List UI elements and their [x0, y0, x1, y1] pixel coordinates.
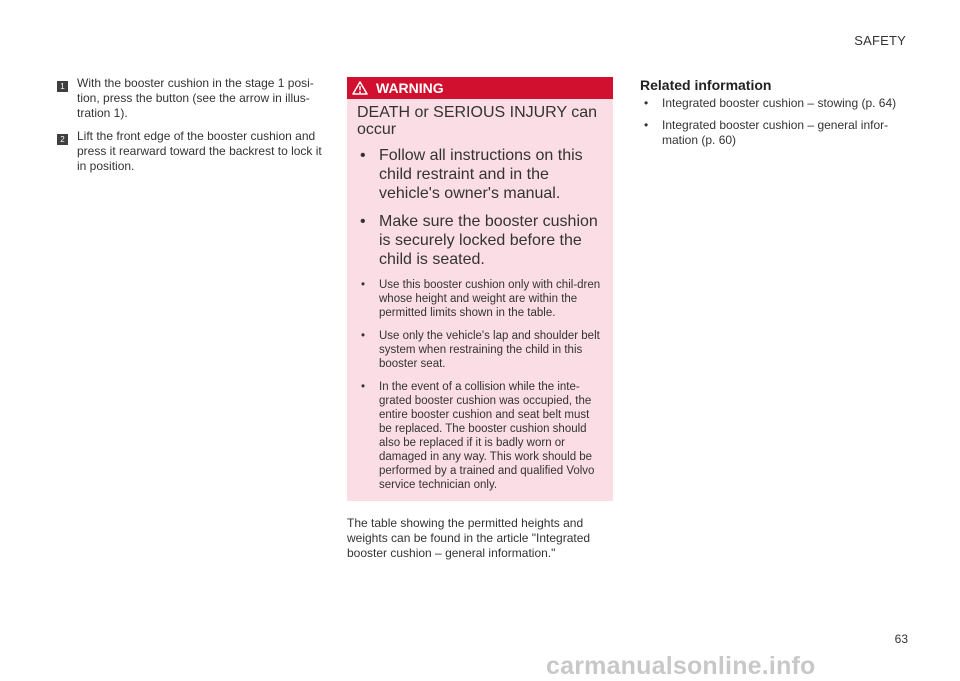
- warning-major-item: [357, 146, 603, 203]
- related-link-text[interactable]: Integrated booster cushion – general infor-mation (p. 60): [662, 118, 889, 147]
- watermark: carmanualsonline.info: [546, 652, 816, 680]
- bullet: •: [361, 381, 366, 393]
- bullet: •: [360, 213, 366, 230]
- warning-lead: DEATH or SERIOUS INJURY can occur: [357, 104, 598, 138]
- step-number-badge: 1: [57, 81, 68, 92]
- step-item: [57, 76, 325, 121]
- warning-minor-text: In the event of a collision while the inte-grated booster cushion was occupied, the entire booster cushion and seat belt must be replaced. The booster cushion should also be replaced if it is badly worn or damaged in any way. This work should be performed by a trained and qualified Volvo service technician only.: [379, 381, 595, 491]
- warning-header: [347, 77, 613, 99]
- section-title: SAFETY: [854, 33, 906, 48]
- warning-body: [347, 99, 613, 492]
- warning-minor-item: [357, 329, 603, 371]
- step-text: With the booster cushion in the stage 1 posi-tion, press the button (see the arrow in illus-tration 1).: [77, 76, 314, 120]
- step-number-badge: 2: [57, 134, 68, 145]
- warning-major-text: Make sure the booster cushion is securely locked before the child is seated.: [379, 213, 598, 268]
- table-reference-text: The table showing the permitted heights and weights can be found in the article "Integrated booster cushion – general information.": [347, 516, 591, 560]
- bullet: •: [644, 96, 649, 110]
- bullet: •: [361, 330, 366, 342]
- step-item: [57, 129, 325, 174]
- warning-major-list: [357, 146, 603, 269]
- bullet: •: [644, 118, 649, 132]
- warning-major-item: [357, 212, 603, 269]
- warning-label: WARNING: [376, 80, 444, 96]
- warning-minor-item: [357, 380, 603, 492]
- warning-minor-text: Use this booster cushion only with chil-dren whose height and weight are within the permitted limits shown in the table.: [379, 279, 601, 319]
- related-link[interactable]: [640, 118, 900, 148]
- steps-column: [57, 76, 325, 182]
- related-heading: Related information: [640, 77, 772, 93]
- bullet: •: [360, 147, 366, 164]
- step-text: Lift the front edge of the booster cushion and press it rearward toward the backrest to lock it in position.: [77, 129, 322, 173]
- related-link-text[interactable]: Integrated booster cushion – stowing (p. 64): [662, 96, 897, 110]
- warning-minor-list: [357, 278, 603, 492]
- warning-triangle-icon: [352, 81, 368, 95]
- bullet: •: [361, 279, 366, 291]
- warning-major-text: Follow all instructions on this child restraint and in the vehicle's owner's manual.: [379, 147, 583, 202]
- warning-minor-item: [357, 278, 603, 320]
- warning-minor-text: Use only the vehicle's lap and shoulder belt system when restraining the child in this booster seat.: [379, 330, 600, 370]
- page-number: 63: [894, 632, 908, 646]
- warning-box: [347, 77, 613, 501]
- related-links-list: [640, 96, 900, 148]
- related-information: [640, 77, 900, 155]
- related-link[interactable]: [640, 96, 900, 111]
